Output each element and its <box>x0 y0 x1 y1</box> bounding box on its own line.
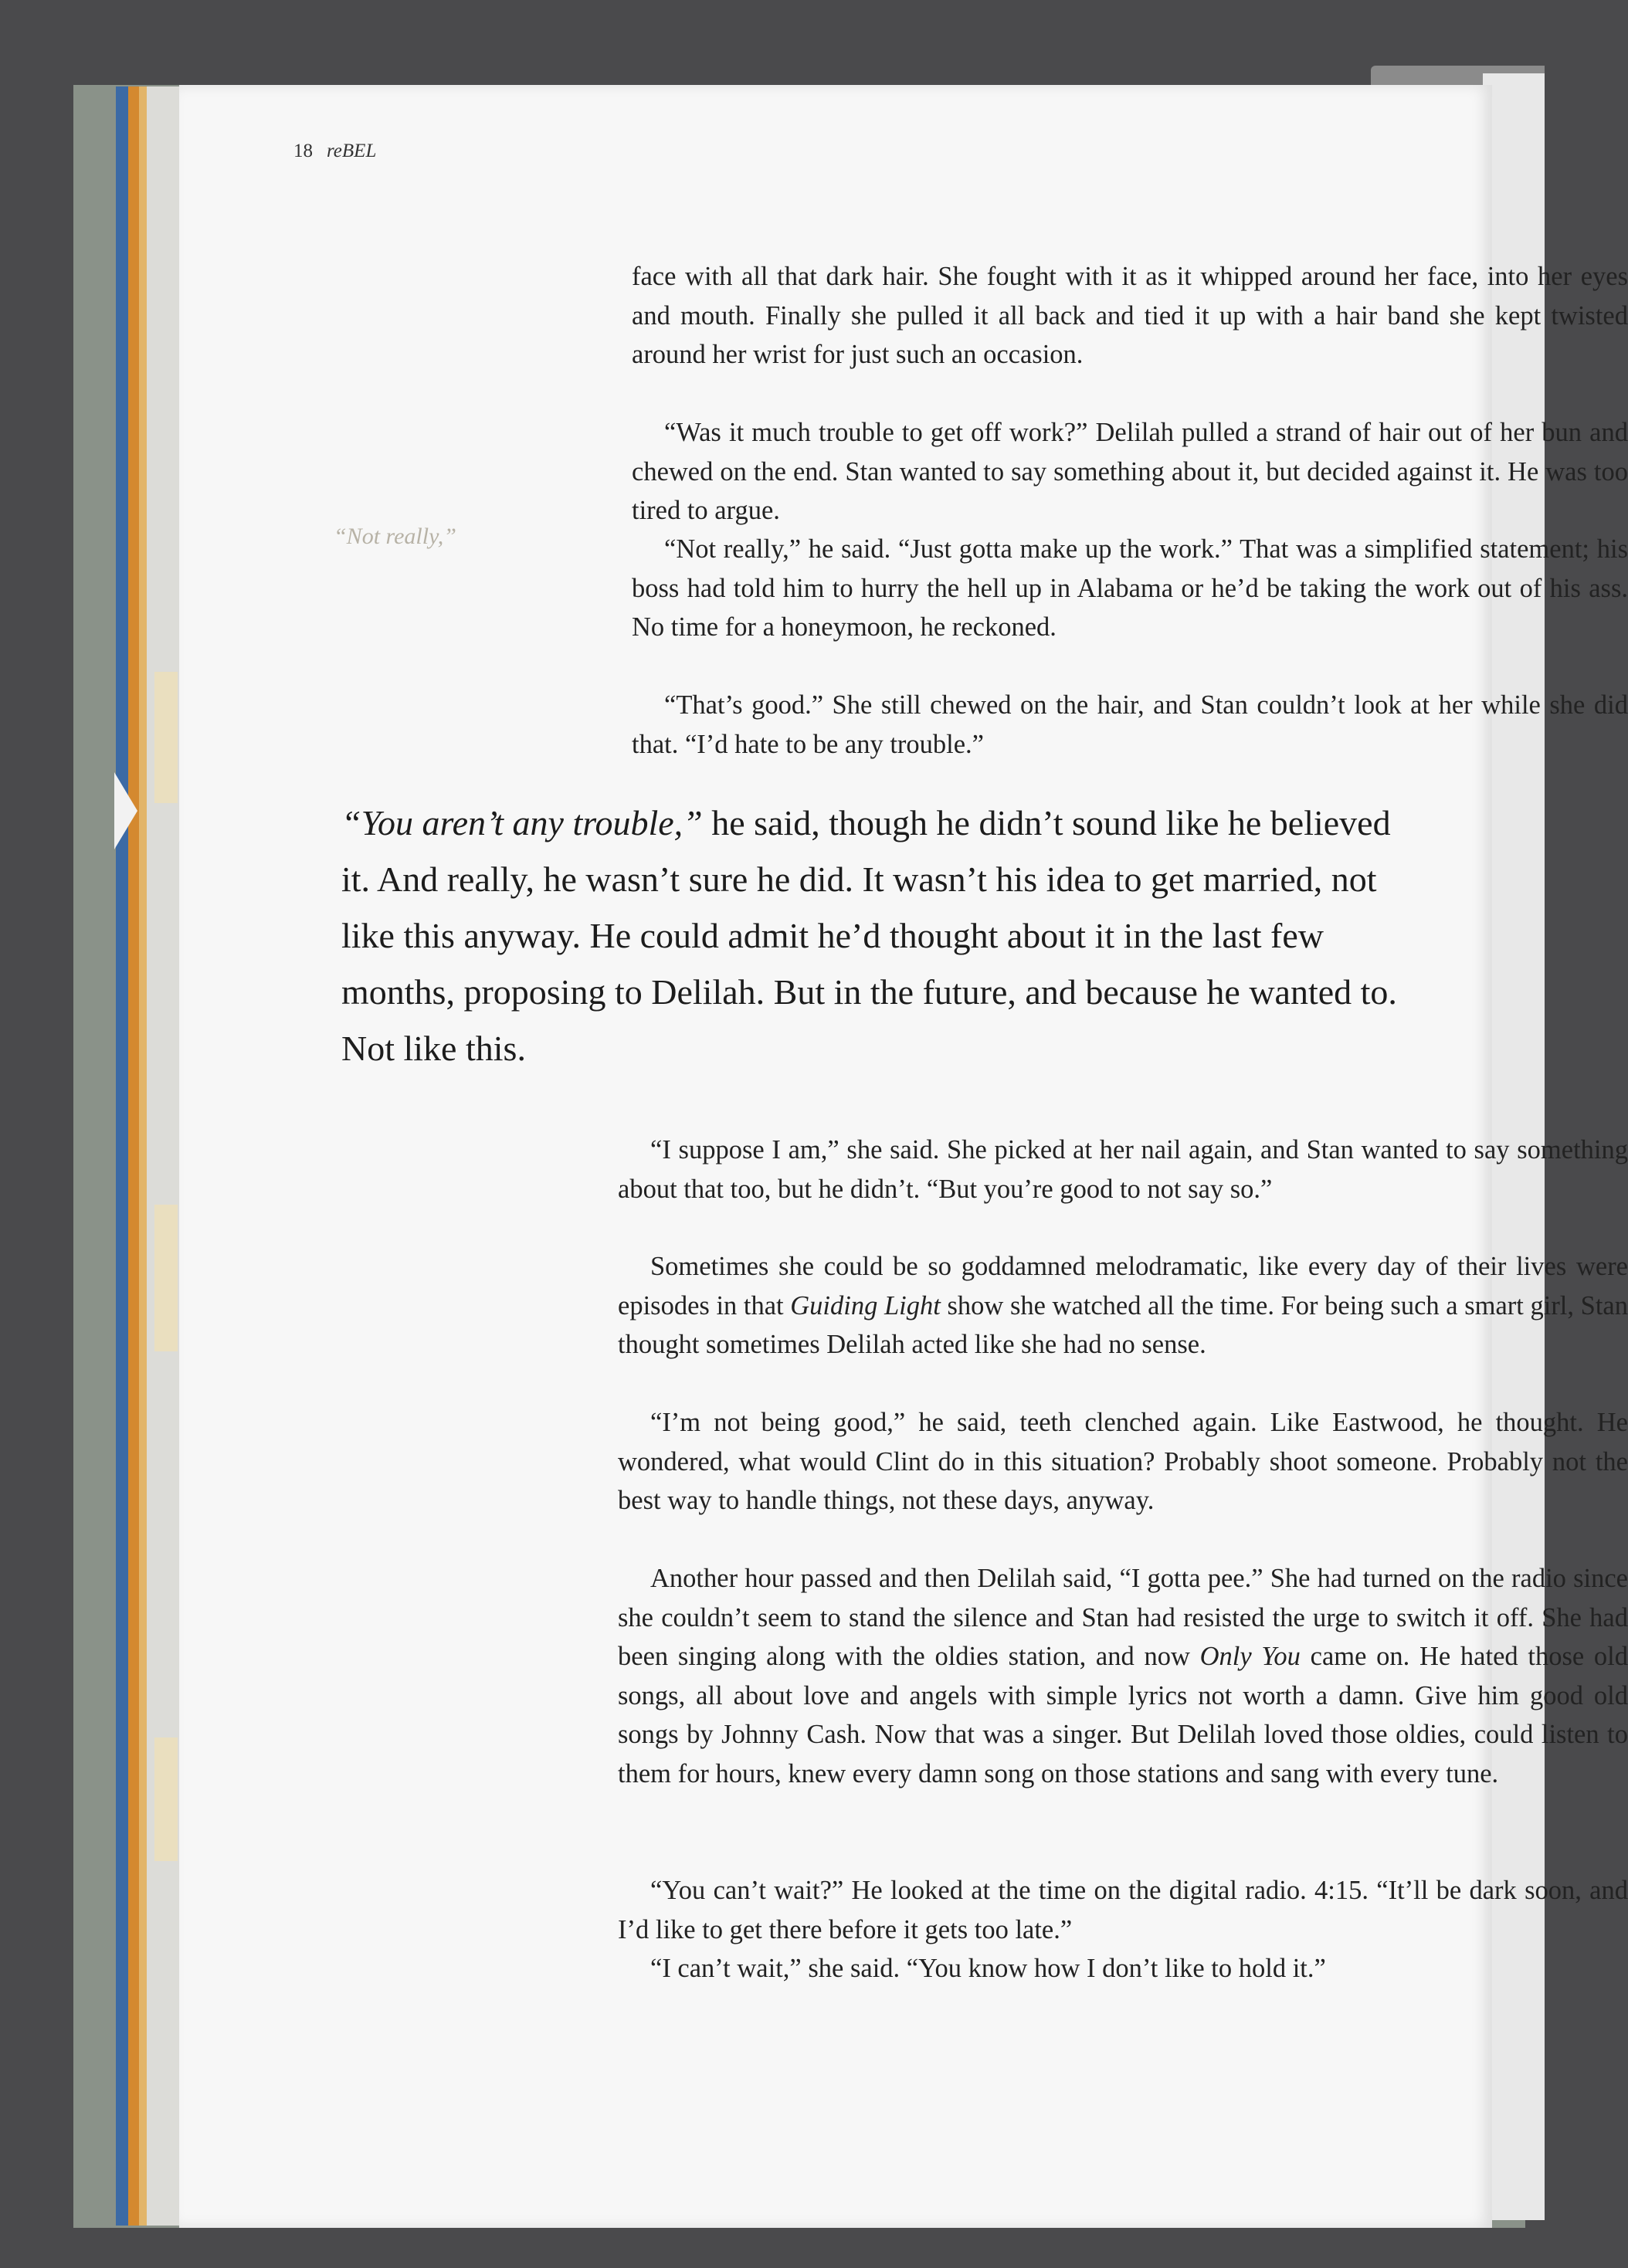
paragraph: “Not really,” he said. “Just gotta make up the work.” That was a simplified statement; his boss had told him to hurry the hell up in Alabama or he’d be taking the work out of his ass. No time for a honeymoon, he reckoned. <box>632 534 1628 642</box>
paragraph <box>618 1247 1628 1365</box>
song-title: Only You <box>1199 1642 1301 1671</box>
book-title: reBEL <box>327 141 377 161</box>
page-number: 18 <box>293 141 313 161</box>
page-notch <box>114 772 137 849</box>
page-tab <box>154 672 178 803</box>
large-pull-paragraph <box>341 795 1423 1076</box>
book-page <box>179 85 1628 2228</box>
running-header <box>293 141 376 162</box>
paragraph-text: Sometimes she could be so goddamned melodramatic, like every day of their lives were episodes in that <box>618 1252 1628 1320</box>
paragraph: “Was it much trouble to get off work?” Delilah pulled a strand of hair out of her bun and chewed on the end. Stan wanted to say something about it, but decided against it. He was too tired to argue. <box>632 418 1628 525</box>
paragraph-text: came on. He hated those old songs, all about love and angels with simple lyrics not worth a damn. Give him good old songs by Johnny Cash. Now that was a singer. But Delilah loved those oldies, could listen to them for hours, knew every damn song on those stations and sang with every tune. <box>618 1642 1628 1788</box>
paragraph: “I suppose I am,” she said. She picked at her nail again, and Stan wanted to say something about that too, but he didn’t. “But you’re good to not say so.” <box>618 1135 1628 1204</box>
paragraph: face with all that dark hair. She fought with it as it whipped around her face, into her eyes and mouth. Finally she pulled it all back and tied it up with a hair band she kept twisted around her wrist for just such an occasion. <box>632 262 1628 369</box>
paragraph <box>618 1559 1628 1793</box>
paragraph-text: show she watched all the time. For being such a smart girl, Stan thought sometimes Delilah acted like she had no sense. <box>618 1290 1628 1359</box>
show-title: Guiding Light <box>790 1290 941 1320</box>
paragraph: “That’s good.” She still chewed on the hair, and Stan couldn’t look at her while she did that. “I’d hate to be any trouble.” <box>632 690 1628 759</box>
large-quote-text: he said, though he didn’t sound like he believed it. And really, he wasn’t sure he did. It wasn’t his idea to get married, not like this anyway. He could admit he’d thought about it in the last few months, proposing to Delilah. But in the future, and because he wanted to. Not like this. <box>341 803 1397 1068</box>
blue-edge-stripe <box>116 86 128 2226</box>
paragraph: “I can’t wait,” she said. “You know how I don’t like to hold it.” <box>650 1954 1326 1983</box>
large-quote-italic: “You aren’t any trouble,” <box>341 803 703 842</box>
paragraph: “You can’t wait?” He looked at the time on the digital radio. 4:15. “It’ll be dark soon, and I’d like to get there before it gets too late.” <box>618 1876 1628 1944</box>
margin-quote: “Not really,” <box>334 524 456 549</box>
tan-edge-stripe <box>139 86 147 2226</box>
paragraph-text: Another hour passed and then Delilah said, “I gotta pee.” She had turned on the radio since she couldn’t seem to stand the silence and Stan had resisted the urge to switch it off. She had been singing along with the oldies station, and now <box>618 1564 1628 1671</box>
paragraph: “I’m not being good,” he said, teeth clenched again. Like Eastwood, he thought. He wondered, what would Clint do in this situation? Probably shoot someone. Probably not the best way to handle things, not these days, anyway. <box>618 1408 1628 1515</box>
page-tab <box>154 1205 178 1351</box>
page-tab <box>154 1737 178 1861</box>
orange-edge-stripe <box>128 86 139 2226</box>
